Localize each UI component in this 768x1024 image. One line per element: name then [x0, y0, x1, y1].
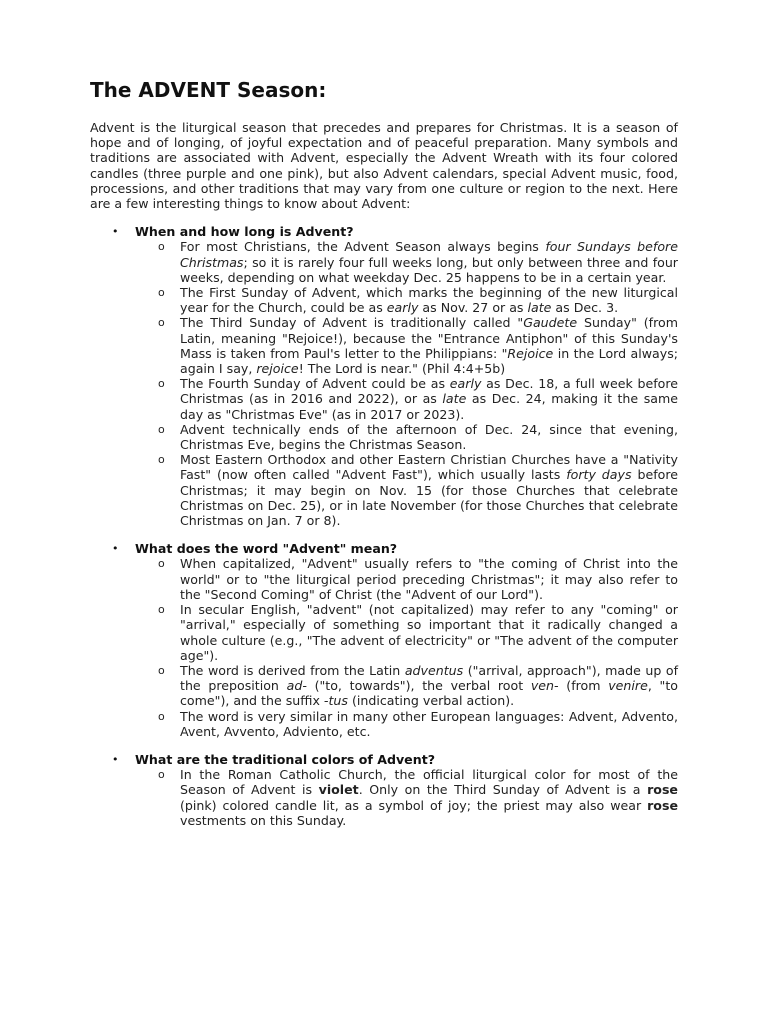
sub-bullet-icon: o	[158, 422, 165, 436]
sub-bullet-icon: o	[158, 453, 165, 467]
sub-bullet-icon: o	[158, 768, 165, 782]
text-run: ; so it is rarely four full weeks long, but only between three and four weeks, depending on what weekday Dec. 25 happens to be in a certain year.	[180, 254, 678, 285]
list-item	[90, 663, 678, 709]
text-run: The First Sunday of Advent, which marks the beginning of the new liturgical year for the Church, could be as	[180, 285, 678, 316]
sub-list	[90, 556, 678, 738]
list-item	[90, 285, 678, 315]
text-run: The Third Sunday of Advent is traditionally called "	[180, 315, 524, 331]
italic-text: rejoice	[256, 361, 299, 377]
text-run: vestments on this Sunday.	[180, 812, 347, 828]
text-run: as Dec. 24, making it the same day as "Christmas Eve" (as in 2017 or 2023).	[180, 391, 678, 422]
section	[90, 541, 678, 739]
bullet-icon: •	[112, 752, 119, 766]
bold-text: violet	[318, 782, 359, 798]
document-page	[90, 78, 678, 828]
bullet-icon: •	[112, 225, 119, 239]
bold-text: rose	[647, 797, 678, 813]
section-heading	[90, 541, 678, 556]
list-item	[90, 709, 678, 739]
sub-list	[90, 239, 678, 528]
italic-text: early	[386, 300, 419, 316]
list-item	[90, 422, 678, 452]
text-run: The word is derived from the Latin	[180, 662, 405, 678]
sub-bullet-icon: o	[158, 709, 165, 723]
sub-bullet-icon: o	[158, 377, 165, 391]
text-run: as Dec. 3.	[551, 300, 619, 316]
section-heading	[90, 224, 678, 239]
sub-bullet-icon: o	[158, 603, 165, 617]
bullet-icon: •	[112, 542, 119, 556]
text-run: Sunday" (from Latin, meaning "Rejoice!), because the "Entrance Antiphon" of this Sunday's Mass is taken from Paul's letter to the Philippians: "	[180, 315, 678, 361]
text-run: before Christmas; it may begin on Nov. 15 (for those Churches that celebrate Christmas on Dec. 25), or in late November (for those Churches that celebrate Christmas on Jan. 7 or 8).	[180, 467, 678, 529]
text-run: In the Roman Catholic Church, the official liturgical color for most of the Season of Advent is	[180, 767, 678, 798]
list-item	[90, 315, 678, 376]
sub-bullet-icon: o	[158, 286, 165, 300]
sub-bullet-icon: o	[158, 316, 165, 330]
italic-text: early	[449, 376, 482, 392]
sub-bullet-icon: o	[158, 663, 165, 677]
text-run: , "to come"), and the suffix	[180, 678, 678, 709]
italic-text: Rejoice	[507, 345, 554, 361]
italic-text: late	[442, 391, 467, 407]
italic-text: ad-	[286, 678, 307, 694]
text-run: When capitalized, "Advent" usually refers to "the coming of Christ into the world" or to "the liturgical period preceding Christmas"; it may also refer to the "Second Coming" of Christ (the "Advent of our Lord").	[180, 556, 678, 602]
text-run: For most Christians, the Advent Season always begins	[180, 239, 546, 255]
text-run: In secular English, "advent" (not capitalized) may refer to any "coming" or "arrival," especially of something so important that it radically changed a whole culture (e.g., "The advent of electricity" or "The advent of the computer age").	[180, 602, 678, 663]
list-item	[90, 556, 678, 602]
section-heading-text: What are the traditional colors of Advent?	[135, 751, 436, 767]
text-run: (indicating verbal action).	[347, 693, 515, 709]
sub-bullet-icon: o	[158, 240, 165, 254]
text-run: ("arrival, approach"), made up of the preposition	[180, 662, 679, 694]
text-run: Advent technically ends of the afternoon of Dec. 24, since that evening, Christmas Eve, begins the Christmas Season.	[180, 421, 678, 453]
list-item	[90, 602, 678, 663]
bold-text: rose	[647, 782, 678, 798]
italic-text: ven-	[530, 678, 559, 694]
section	[90, 224, 678, 528]
section-heading	[90, 752, 678, 767]
text-run: The Fourth Sunday of Advent could be as	[180, 376, 450, 392]
italic-text: Gaudete	[523, 315, 578, 331]
text-run: . Only on the Third Sunday of Advent is a	[358, 782, 648, 798]
text-run: (pink) colored candle lit, as a symbol of joy; the priest may also wear	[180, 797, 648, 813]
intro-paragraph: Advent is the liturgical season that precedes and prepares for Christmas. It is a season of hope and of longing, of joyful expectation and of peaceful preparation. Many symbols and traditions are associated with Advent, especially the Advent Wreath with its four colored candles (three purple and one pink), but also Advent calendars, special Advent music, food, processions, and other traditions that may vary from one culture or region to the next. Here are a few interesting things to know about Advent:	[90, 120, 678, 212]
text-run: ("to, towards"), the verbal root	[306, 678, 531, 694]
text-run: Most Eastern Orthodox and other Eastern Christian Churches have a "Nativity Fast" (now often called "Advent Fast"), which usually lasts	[180, 452, 678, 483]
list-item	[90, 239, 678, 285]
sections-container	[90, 224, 678, 828]
list-item	[90, 452, 678, 528]
text-run: (from	[558, 678, 609, 694]
section	[90, 752, 678, 828]
italic-text: adventus	[404, 662, 464, 678]
section-heading-text: What does the word "Advent" mean?	[135, 541, 398, 557]
italic-text: late	[527, 300, 552, 316]
list-item	[90, 767, 678, 828]
sub-bullet-icon: o	[158, 557, 165, 571]
italic-text: venire	[608, 678, 648, 694]
text-run: ! The Lord is near." (Phil 4:4+5b)	[298, 361, 506, 377]
section-heading-text: When and how long is Advent?	[135, 224, 354, 240]
text-run: as Nov. 27 or as	[418, 300, 528, 316]
text-run: as Dec. 18, a full week before Christmas (as in 2016 and 2022), or as	[180, 376, 678, 407]
text-run: in the Lord always; again I say,	[180, 345, 679, 377]
text-run: The word is very similar in many other European languages: Advent, Advento, Avent, Avvento, Adviento, etc.	[180, 708, 678, 739]
list-item	[90, 376, 678, 422]
italic-text: four Sundays before Christmas	[180, 239, 678, 270]
italic-text: -tus	[323, 693, 348, 709]
sub-list	[90, 767, 678, 828]
italic-text: forty days	[566, 467, 632, 483]
page-title: The ADVENT Season:	[90, 78, 327, 102]
